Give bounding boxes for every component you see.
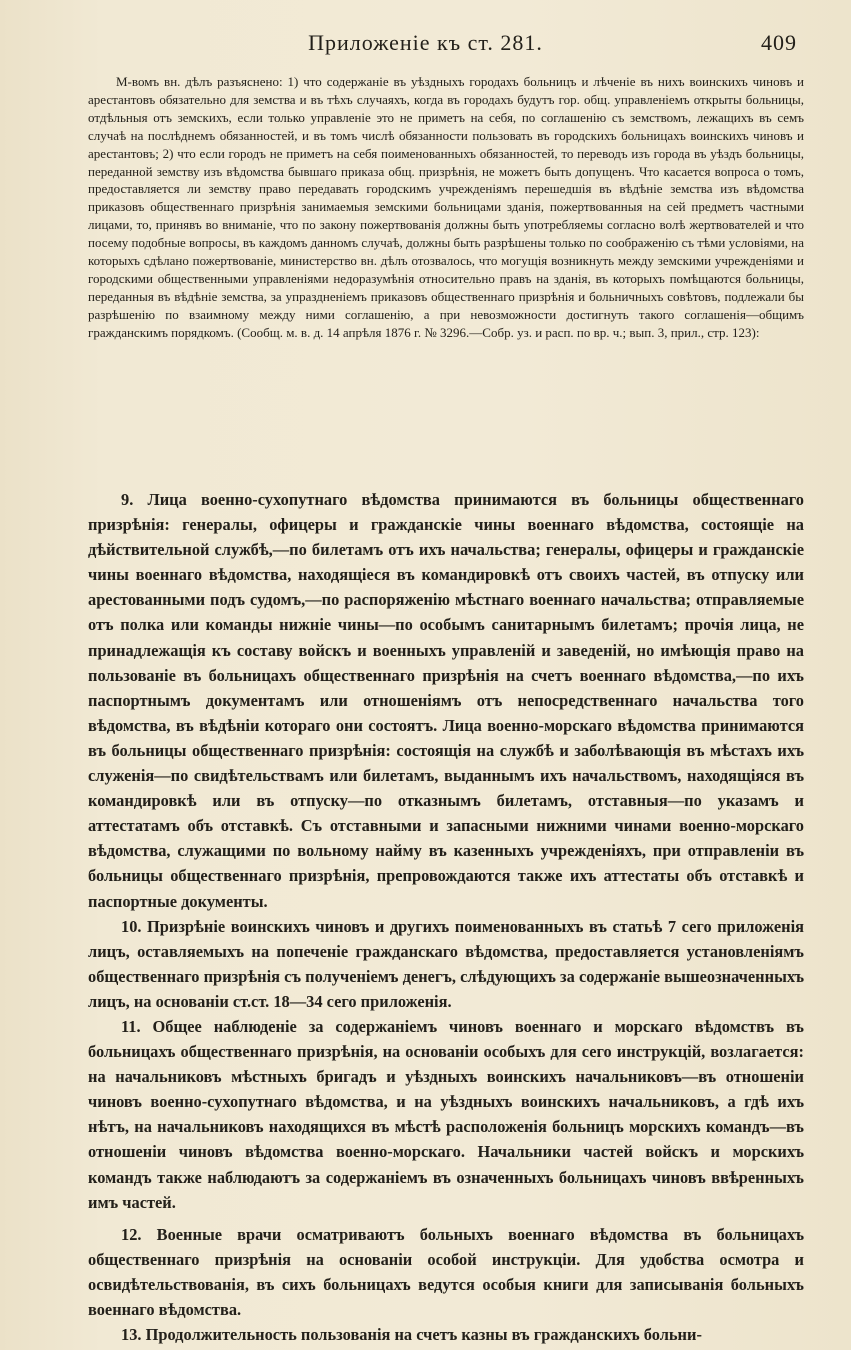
running-head-title: Приложеніе къ ст. 281. bbox=[308, 30, 543, 55]
page-number: 409 bbox=[761, 30, 797, 55]
section-11-paragraph: 11. Общее наблюденіе за содержаніемъ чиновъ военнаго и морскаго вѣдомствъ въ больницахъ общественнаго призрѣнія, на основаніи особыхъ для сего инструкцій, возлагается: на начальниковъ мѣстныхъ бригадъ и уѣздныхъ воинскихъ начальниковъ—въ отношеніи чиновъ военно-сухопутнаго вѣдомства, и на уѣздныхъ воинскихъ начальниковъ, а гдѣ ихъ нѣтъ, на начальниковъ находящихся въ мѣстѣ расположенія больницъ морскихъ командъ—въ отношеніи чиновъ вѣдомства военно-морскаго. Начальники частей войскъ и морскихъ командъ также наблюдаютъ за содержаніемъ въ означенныхъ больницахъ чиновъ ввѣренныхъ имъ частей. bbox=[88, 1016, 804, 1212]
section-10-paragraph: 10. Призрѣніе воинскихъ чиновъ и другихъ поименованныхъ въ статьѣ 7 сего приложенія лицъ, оставляемыхъ на попеченіе гражданскаго вѣдомства, предоставляется установленіямъ общественнаго призрѣнія съ полученіемъ денегъ, слѣдующихъ за содержаніе вышеозначенныхъ лицъ, на основаніи ст.ст. 18—34 сего приложенія. bbox=[88, 916, 804, 1011]
main-text bbox=[88, 487, 804, 1347]
section-9-paragraph: 9. Лица военно-сухопутнаго вѣдомства принимаются въ больницы общественнаго призрѣнія: генералы, офицеры и гражданскіе чины военнаго вѣдомства, состоящіе на дѣйствительной службѣ,—по билетамъ отъ ихъ начальства; генералы, офицеры и гражданскіе чины военнаго вѣдомства, находящіеся въ командировкѣ отъ своихъ частей, въ отпуску или арестованными подъ судомъ,—по распоряженію мѣстнаго военнаго начальства; отправляемые отъ полка или команды нижніе чины—по особымъ санитарнымъ билетамъ; прочія лица, не принадлежащія къ составу войскъ и военныхъ управленій и заведеній, но имѣющія право на пользованіе въ больницахъ общественнаго призрѣнія на счетъ военнаго вѣдомства,—по ихъ паспортнымъ документамъ или отношеніямъ отъ непосредственнаго начальства того вѣдомства, въ вѣдѣніи котораго они состоятъ. Лица военно-морскаго вѣдомства принимаются въ больницы общественнаго призрѣнія: состоящія на службѣ и заболѣвающія въ мѣстахъ ихъ служенія—по свидѣтельствамъ или билетамъ, выданнымъ ихъ начальствомъ, находящіяся въ командировкѣ или въ отпуску—по отказнымъ билетамъ, отставныя—по указамъ и аттестатамъ объ отставкѣ. Съ отставными и запасными нижними чинами военно-морскаго вѣдомства, служащими по вольному найму въ казенныхъ учрежденіяхъ, при отправленіи въ больницы общественнаго призрѣнія, препровождаются также ихъ аттестаты объ отставкѣ и паспортные документы. bbox=[88, 490, 804, 911]
page-header bbox=[0, 30, 851, 62]
section-12-paragraph: 12. Военные врачи осматриваютъ больныхъ военнаго вѣдомства въ больницахъ общественнаго призрѣнія на основаніи особой инструкціи. Для удобства осмотра и освидѣтельствованія, въ сихъ больницахъ ведутся особыя книги для записыванія больныхъ военнаго вѣдомства. bbox=[88, 1224, 804, 1319]
intro-paragraph: М-вомъ вн. дѣлъ разъяснено: 1) что содержаніе въ уѣздныхъ городахъ больницъ и лѣченіе въ нихъ воинскихъ чиновъ и арестантовъ обязательно для земства и въ тѣхъ случаяхъ, когда въ городахъ будутъ гор. общ. управленіемъ открыты больницы, отдѣльныя отъ земскихъ, если только управленіе это не приметъ на себя, по соглашенію съ земствомъ, лежащихъ въ семъ случаѣ на послѣднемъ обязанностей, и въ томъ числѣ обязанности пользовать въ городскихъ больницахъ воинскихъ чиновъ и арестантовъ; 2) что если городъ не приметъ на себя поименованныхъ обязанностей, то переводъ изъ города въ уѣздъ больницы, переданной земству изъ вѣдомства бывшаго приказа общ. призрѣнія, не можетъ быть допущенъ. Что касается вопроса о томъ, предоставляется ли земству право передавать городскимъ учрежденіямъ перешедшія въ вѣдѣніе земства изъ вѣдомства приказовъ общественнаго призрѣнія занимаемыя земскими больницами зданія, пожертвованныя на сей предметъ частными лицами, то, принявъ во вниманіе, что по закону пожертвованія должны быть употребляемы согласно волѣ жертвователей и что посему подобные вопросы, въ каждомъ данномъ случаѣ, должны быть разрѣшены только по соображенію съ тѣми условіями, на которыхъ сдѣлано пожертвованіе, министерство вн. дѣлъ отозвалось, что могущія возникнуть между земскими учрежденіями и городскими общественными управленіями недоразумѣнія относительно правъ на зданія, въ которыхъ помѣщаются больницы, переданныя въ вѣдѣніе земства, за упраздненіемъ приказовъ общественнаго призрѣнія и больничныхъ совѣтовъ, подлежали бы разрѣшенію по взаимному между ними соглашенію, а при невозможности достигнуть такого соглашенія—общимъ гражданскимъ порядкомъ. (Сообщ. м. в. д. 14 апрѣля 1876 г. № 3296.—Собр. уз. и расп. по вр. ч.; вып. 3, прил., стр. 123): bbox=[88, 74, 804, 340]
section-13-paragraph: 13. Продолжительность пользованія на счетъ казны въ гражданскихъ больни- bbox=[121, 1325, 702, 1345]
